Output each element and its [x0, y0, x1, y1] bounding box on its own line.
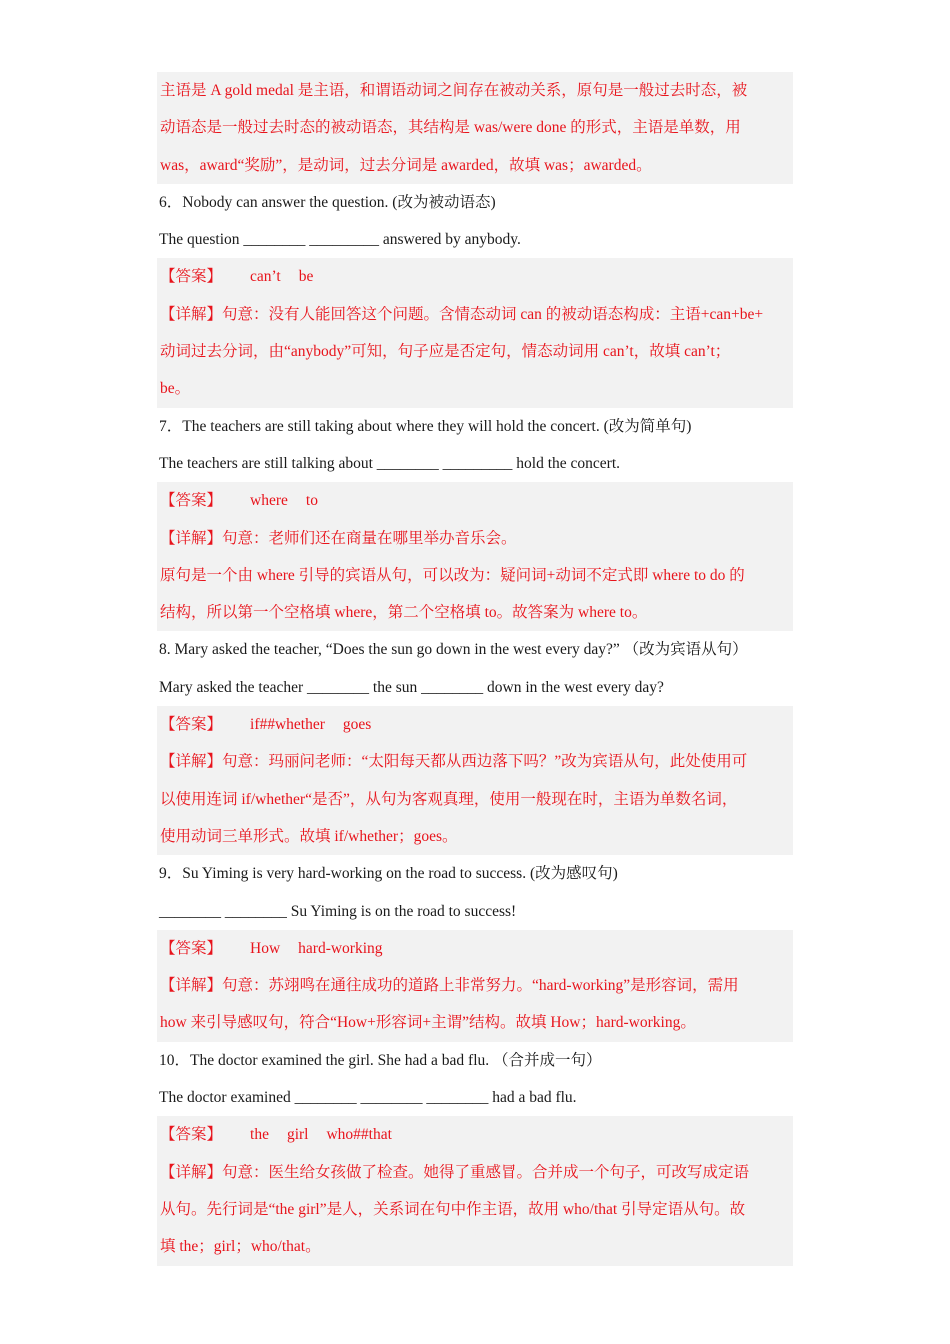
explanation-line: 【详解】句意：医生给女孩做了检查。她得了重感冒。合并成一个句子，可改写成定语	[160, 1163, 750, 1181]
answer-value: goes	[342, 716, 372, 734]
answer-box-8	[157, 706, 793, 855]
question-prompt-10: 10．The doctor examined the girl. She had a bad flu. （合并成一句）	[159, 1051, 602, 1069]
answer-box-7	[157, 482, 793, 631]
answer-tag: 【答案】	[160, 268, 223, 286]
explanation-line: 结构，所以第一个空格填 where，第二个空格填 to。故答案为 where to。	[160, 604, 648, 622]
answer-line	[157, 1116, 793, 1153]
question-blank-line-6: The question ________ _________ answered by anybody.	[159, 231, 521, 249]
answer-value: be	[298, 268, 314, 286]
answer-value: hard-working	[298, 939, 383, 957]
answer-box-10	[157, 1116, 793, 1265]
answer-line	[157, 930, 793, 967]
explanation-line: 【详解】句意：老师们还在商量在哪里举办音乐会。	[160, 529, 517, 547]
explanation-line: 【详解】句意：没有人能回答这个问题。含情态动词 can 的被动语态构成：主语+can+be+	[160, 305, 764, 323]
question-prompt-7: 7．The teachers are still taking about where they will hold the concert. (改为简单句)	[159, 417, 692, 435]
explanation-line: 动词过去分词，由“anybody”可知，句子应是否定句，情态动词用 can’t，故填 can’t；	[160, 343, 731, 361]
answer-line	[157, 706, 793, 743]
answer-value: where	[250, 492, 288, 510]
answer-line	[157, 258, 793, 295]
answer-tag: 【答案】	[160, 492, 223, 510]
answer-tag: 【答案】	[160, 716, 223, 734]
question-prompt-6: 6．Nobody can answer the question. (改为被动语态)	[159, 193, 496, 211]
explanation-line: 主语是 A gold medal 是主语，和谓语动词之间存在被动关系，原句是一般过去时态，被	[160, 82, 748, 99]
document-body	[157, 72, 793, 1266]
answer-box-9	[157, 930, 793, 1042]
explanation-line: 填 the；girl；who/that。	[160, 1238, 321, 1256]
explanation-line: how 来引导感叹句，符合“How+形容词+主谓”结构。故填 How；hard-working。	[160, 1014, 696, 1032]
answer-value: who##that	[326, 1126, 392, 1144]
explanation-line: be。	[160, 380, 191, 398]
explanation-line: 以使用连词 if/whether“是否”，从句为客观真理，使用一般现在时，主语为单数名词，	[160, 790, 738, 808]
question-blank-line-10: The doctor examined ________ ________ ________ had a bad flu.	[159, 1089, 577, 1107]
question-prompt-8: 8. Mary asked the teacher, “Does the sun go down in the west every day?” （改为宾语从句）	[159, 641, 748, 659]
answer-value: How	[250, 939, 281, 957]
question-blank-line-8: Mary asked the teacher ________ the sun ________ down in the west every day?	[159, 678, 664, 696]
question-blank-line-7: The teachers are still talking about ________ _________ hold the concert.	[159, 454, 621, 472]
explanation-line: 【详解】句意：玛丽问老师：“太阳每天都从西边落下吗？”改为宾语从句，此处使用可	[160, 753, 748, 771]
answer-value: to	[305, 492, 318, 510]
answer-tag: 【答案】	[160, 1126, 223, 1144]
question-blank-line-9: ________ ________ Su Yiming is on the road to success!	[159, 902, 517, 920]
explanation-line: 【详解】句意：苏翊鸣在通往成功的道路上非常努力。“hard-working”是形容词，需用	[160, 977, 739, 995]
explanation-line: 原句是一个由 where 引导的宾语从句，可以改为：疑问词+动词不定式即 where to do 的	[160, 566, 745, 584]
explanation-line: 使用动词三单形式。故填 if/whether；goes。	[160, 827, 458, 845]
question-prompt-9: 9．Su Yiming is very hard-working on the road to success. (改为感叹句)	[159, 865, 618, 883]
answer-value: can’t	[250, 268, 281, 286]
explanation-line: 动语态是一般过去时态的被动语态，其结构是 was/were done 的形式，主语是单数，用	[160, 119, 741, 137]
answer-value: girl	[286, 1126, 309, 1144]
explanation-box-q5	[157, 72, 793, 184]
answer-box-6	[157, 258, 793, 407]
answer-value: the	[250, 1126, 269, 1144]
answer-value: if##whether	[250, 716, 325, 734]
answer-tag: 【答案】	[160, 939, 223, 957]
explanation-line: was，award“奖励”，是动词，过去分词是 awarded，故填 was；awarded。	[160, 156, 652, 174]
explanation-line: 从句。先行词是“the girl”是人，关系词在句中作主语，故用 who/that 引导定语从句。故	[160, 1200, 746, 1218]
answer-line	[157, 482, 793, 519]
